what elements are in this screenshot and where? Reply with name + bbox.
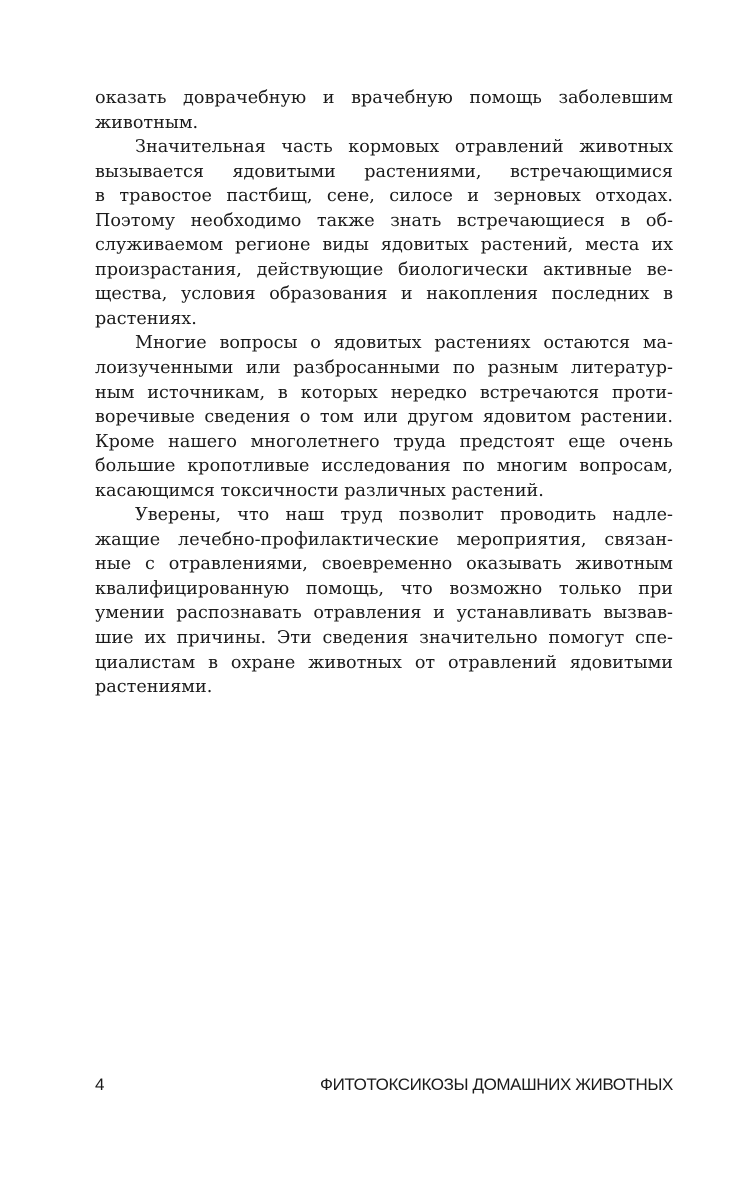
text-line: ным источникам, в которых нередко встречаются проти-: [95, 382, 673, 403]
text-line: шие их причины. Эти сведения значительно помогут спе-: [95, 628, 673, 649]
text-line: животным.: [95, 112, 199, 133]
text-line: произрастания, действующие биологически активные ве-: [95, 259, 673, 280]
text-line: Значительная часть кормовых отравлений животных: [135, 137, 673, 158]
text-line: оказать доврачебную и врачебную помощь заболевшим: [95, 88, 673, 108]
text-line: служиваемом регионе виды ядовитых растений, места их: [95, 235, 673, 256]
text-line: большие кропотливые исследования по многим вопросам,: [95, 456, 673, 477]
text-line: вызывается ядовитыми растениями, встречающимися: [95, 161, 673, 182]
text-line: растениями.: [95, 677, 213, 698]
paragraph-2: [95, 135, 673, 331]
text-line: циалистам в охране животных от отравлений ядовитыми: [95, 652, 673, 673]
paragraph-4: [95, 503, 673, 699]
body-text: [95, 86, 673, 700]
paragraph-1: [95, 86, 673, 135]
text-line: ные с отравлениями, своевременно оказывать животным: [95, 554, 673, 575]
text-line: касающимся токсичности различных растений.: [95, 480, 544, 501]
paragraph-3: [95, 331, 673, 503]
text-line: в травостое пастбищ, сене, силосе и зерновых отходах.: [95, 186, 673, 207]
text-line: растениях.: [95, 308, 197, 329]
text-line: Многие вопросы о ядовитых растениях остаются ма-: [135, 333, 673, 354]
text-line: воречивые сведения о том или другом ядовитом растении.: [95, 407, 673, 428]
text-line: жащие лечебно-профилактические мероприятия, связан-: [95, 529, 673, 550]
page-footer: [95, 1073, 673, 1097]
text-line: квалифицированную помощь, что возможно только при: [95, 578, 673, 599]
text-line: лоизученными или разбросанными по разным литератур-: [95, 358, 673, 379]
page-number: 4: [95, 1075, 105, 1094]
text-line: Кроме нашего многолетнего труда предстоят еще очень: [95, 431, 673, 452]
text-line: Поэтому необходимо также знать встречающиеся в об-: [95, 210, 673, 231]
text-line: умении распознавать отравления и устанавливать вызвав-: [95, 603, 673, 624]
running-title: ФИТОТОКСИКОЗЫ ДОМАШНИХ ЖИВОТНЫХ: [320, 1075, 673, 1094]
text-line: щества, условия образования и накопления последних в: [95, 284, 673, 305]
text-line: Уверены, что наш труд позволит проводить надле-: [135, 505, 673, 526]
